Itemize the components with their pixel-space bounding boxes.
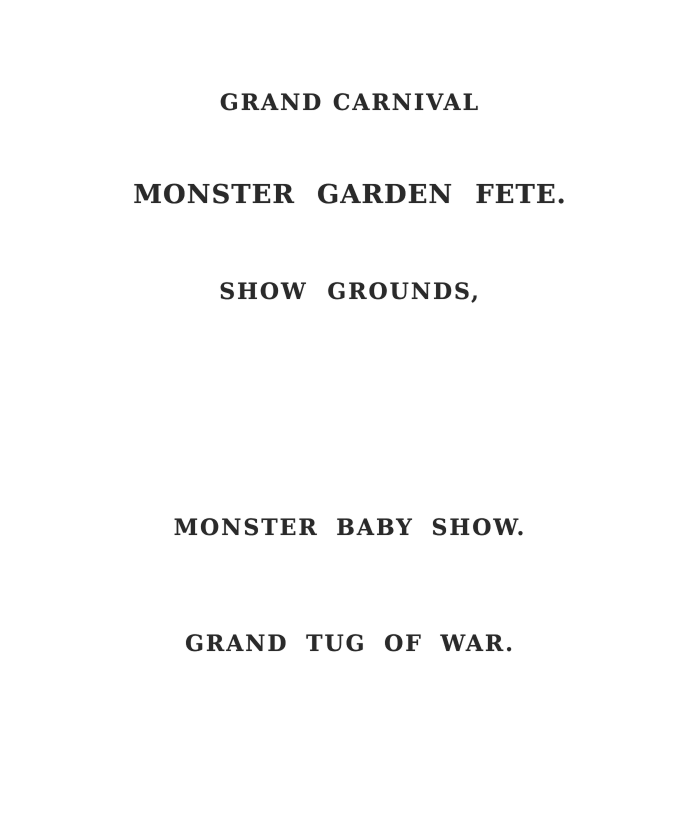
- tug-of-war-title: GRAND TUG OF WAR.: [185, 631, 515, 657]
- venue: SHOW GROUNDS,: [219, 279, 481, 305]
- title-grand-carnival: GRAND CARNIVAL: [219, 90, 481, 116]
- title-monster-garden-fete: MONSTER GARDEN FETE.: [133, 180, 567, 210]
- baby-show-title: MONSTER BABY SHOW.: [173, 515, 527, 541]
